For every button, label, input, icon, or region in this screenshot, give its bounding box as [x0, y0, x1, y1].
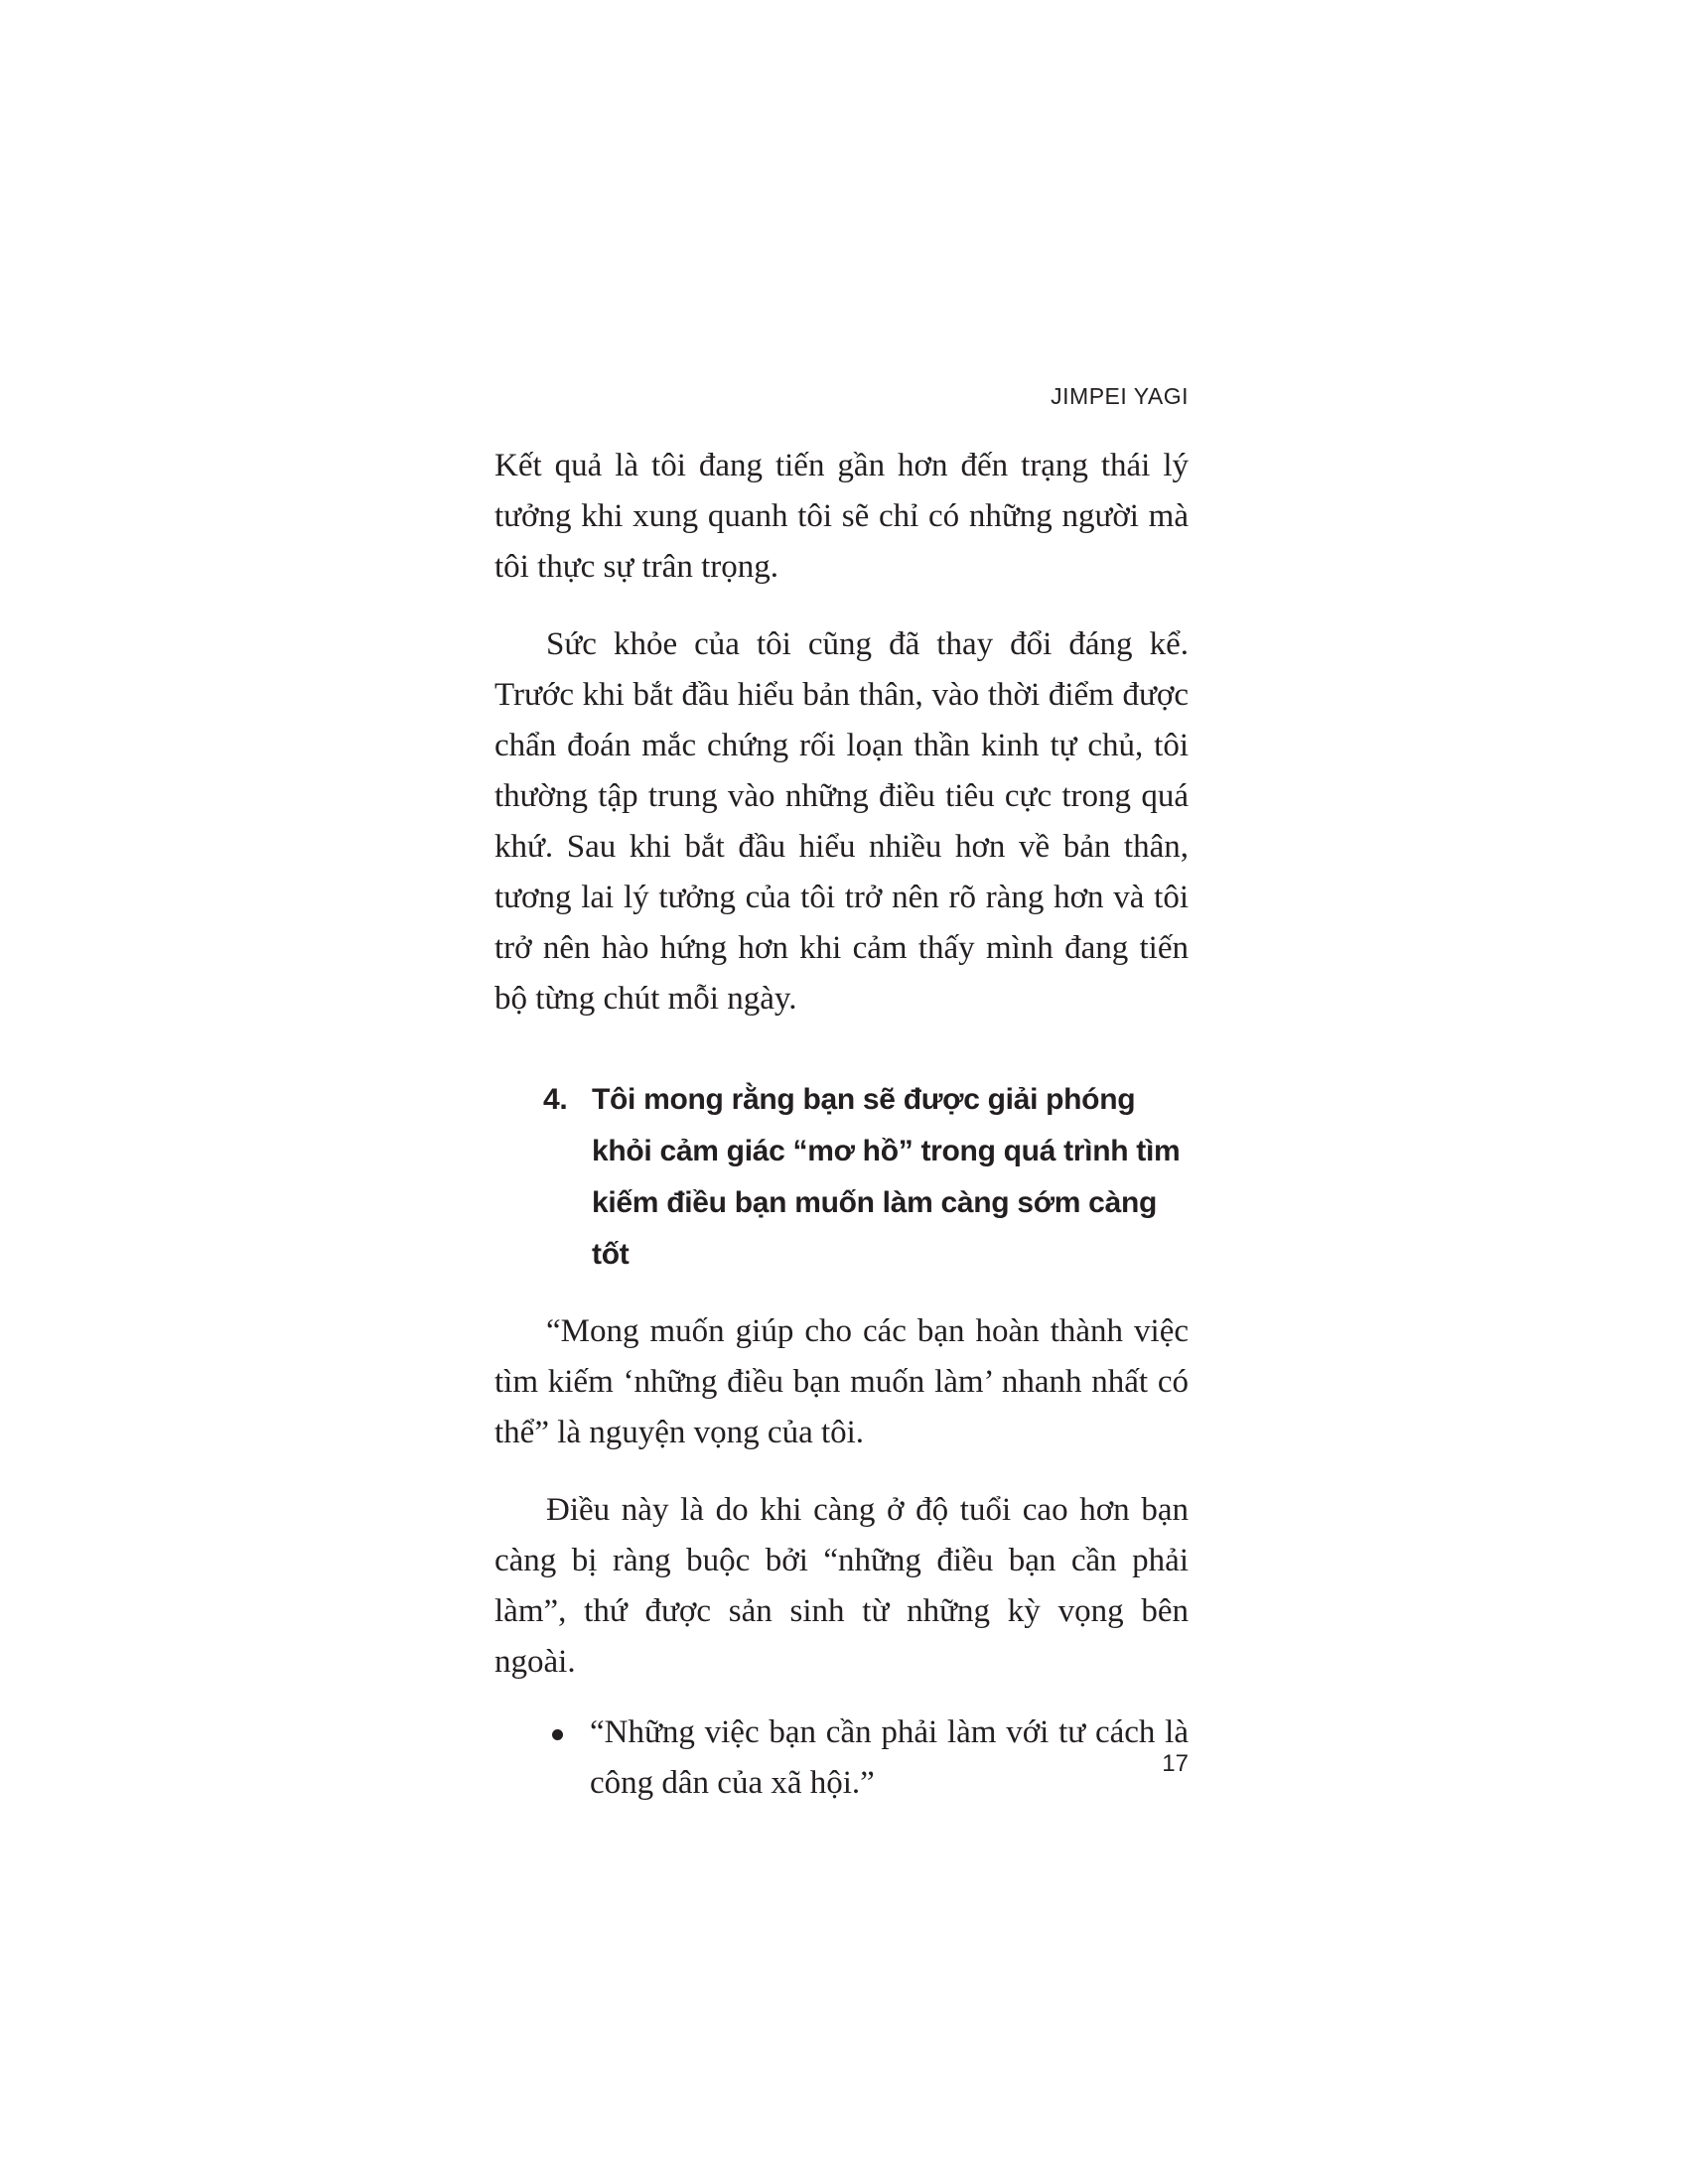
- section-heading: [494, 1074, 1189, 1281]
- section-heading-text: Tôi mong rằng bạn sẽ được giải phóng khỏi cảm giác “mơ hồ” trong quá trình tìm kiếm điều bạn muốn làm càng sớm càng tốt: [592, 1083, 1181, 1271]
- paragraph-1: Kết quả là tôi đang tiến gần hơn đến trạng thái lý tưởng khi xung quanh tôi sẽ chỉ có những người mà tôi thực sự trân trọng.: [494, 448, 1189, 585]
- running-head: JIMPEI YAGI: [1051, 383, 1189, 409]
- paragraph-4: Điều này là do khi càng ở độ tuổi cao hơn bạn càng bị ràng buộc bởi “những điều bạn cần phải làm”, thứ được sản sinh từ những kỳ vọng bên ngoài.: [494, 1492, 1189, 1680]
- bullet-dot-icon: [552, 1729, 563, 1740]
- body-text: [494, 441, 1189, 1809]
- section-heading-number: 4.: [543, 1083, 568, 1116]
- paragraph-3: “Mong muốn giúp cho các bạn hoàn thành việc tìm kiếm ‘những điều bạn muốn làm’ nhanh nhất có thể” là nguyện vọng của tôi.: [494, 1313, 1189, 1450]
- bullet-text: “Những việc bạn cần phải làm với tư cách là công dân của xã hội.”: [590, 1714, 1189, 1801]
- paragraph-2: Sức khỏe của tôi cũng đã thay đổi đáng kể. Trước khi bắt đầu hiểu bản thân, vào thời điểm được chẩn đoán mắc chứng rối loạn thần kinh tự chủ, tôi thường tập trung vào những điều tiêu cực trong quá khứ. Sau khi bắt đầu hiểu nhiều hơn về bản thân, tương lai lý tưởng của tôi trở nên rõ ràng hơn và tôi trở nên hào hứng hơn khi cảm thấy mình đang tiến bộ từng chút mỗi ngày.: [494, 626, 1189, 1017]
- page-number: 17: [1162, 1750, 1189, 1777]
- bullet-item: [494, 1707, 1189, 1809]
